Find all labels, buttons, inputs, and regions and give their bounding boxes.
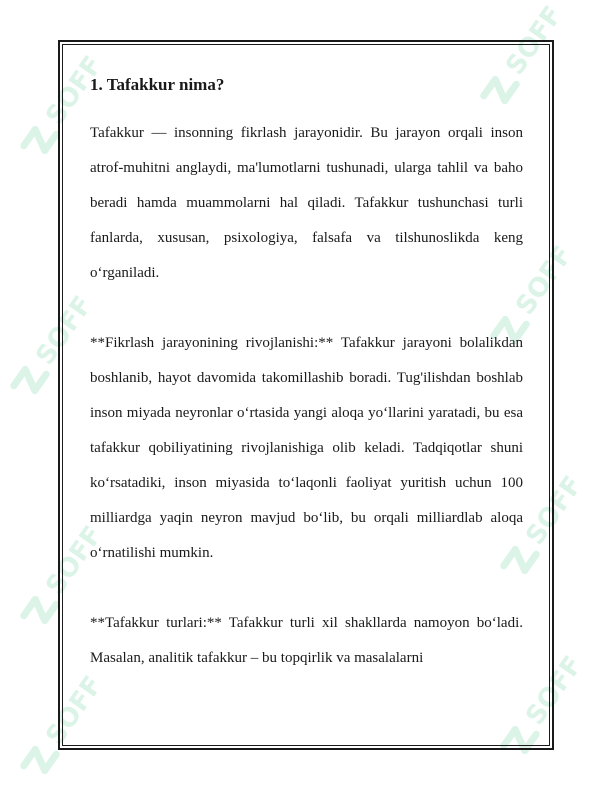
watermark-text: SOFF xyxy=(40,670,109,751)
watermark-text: SOFF xyxy=(520,650,589,731)
watermark-text: SOFF xyxy=(40,520,109,601)
paragraph-types: **Tafakkur turlari:** Tafakkur turli xil shakllarda namoyon bo‘ladi. Masalan, analitik tafakkur – bu topqirlik va masalalarni xyxy=(90,615,523,666)
watermark-text: SOFF xyxy=(500,0,569,81)
document-body xyxy=(90,70,523,676)
paragraph-development: **Fikrlash jarayonining rivojlanishi:** Tafakkur jarayoni bolalikdan boshlanib, hayot davomida takomillashib boradi. Tug'ilishdan boshlab inson miyada neyronlar o‘rtasida yangi aloqa yo‘llarini yaratadi, bu esa tafakkur qobiliyatining rivojlanishiga olib keladi. Tadqiqotlar shuni ko‘rsatadiki, inson miyasida to‘laqonli faoliyat yuritish uchun 100 milliardga yaqin neyron mavjud bo‘lib, bu orqali milliardlab aloqa o‘rnatilishi mumkin. xyxy=(90,335,523,561)
section-heading: 1. Tafakkur nima? xyxy=(90,75,225,94)
paragraph-definition: Tafakkur — insonning fikrlash jarayonidir. Bu jarayon orqali inson atrof-muhitni anglaydi, ma'lumotlarni tushunadi, ularga tahlil va baho beradi hamda muammolarni hal qiladi. Tafakkur tushunchasi turli fanlarda, xususan, psixologiya, falsafa va tilshunoslikda keng o‘rganiladi. xyxy=(90,125,523,281)
watermark-text: SOFF xyxy=(40,50,109,131)
watermark-text: SOFF xyxy=(510,240,579,321)
watermark-text: SOFF xyxy=(30,290,99,371)
watermark-text: SOFF xyxy=(520,470,589,551)
